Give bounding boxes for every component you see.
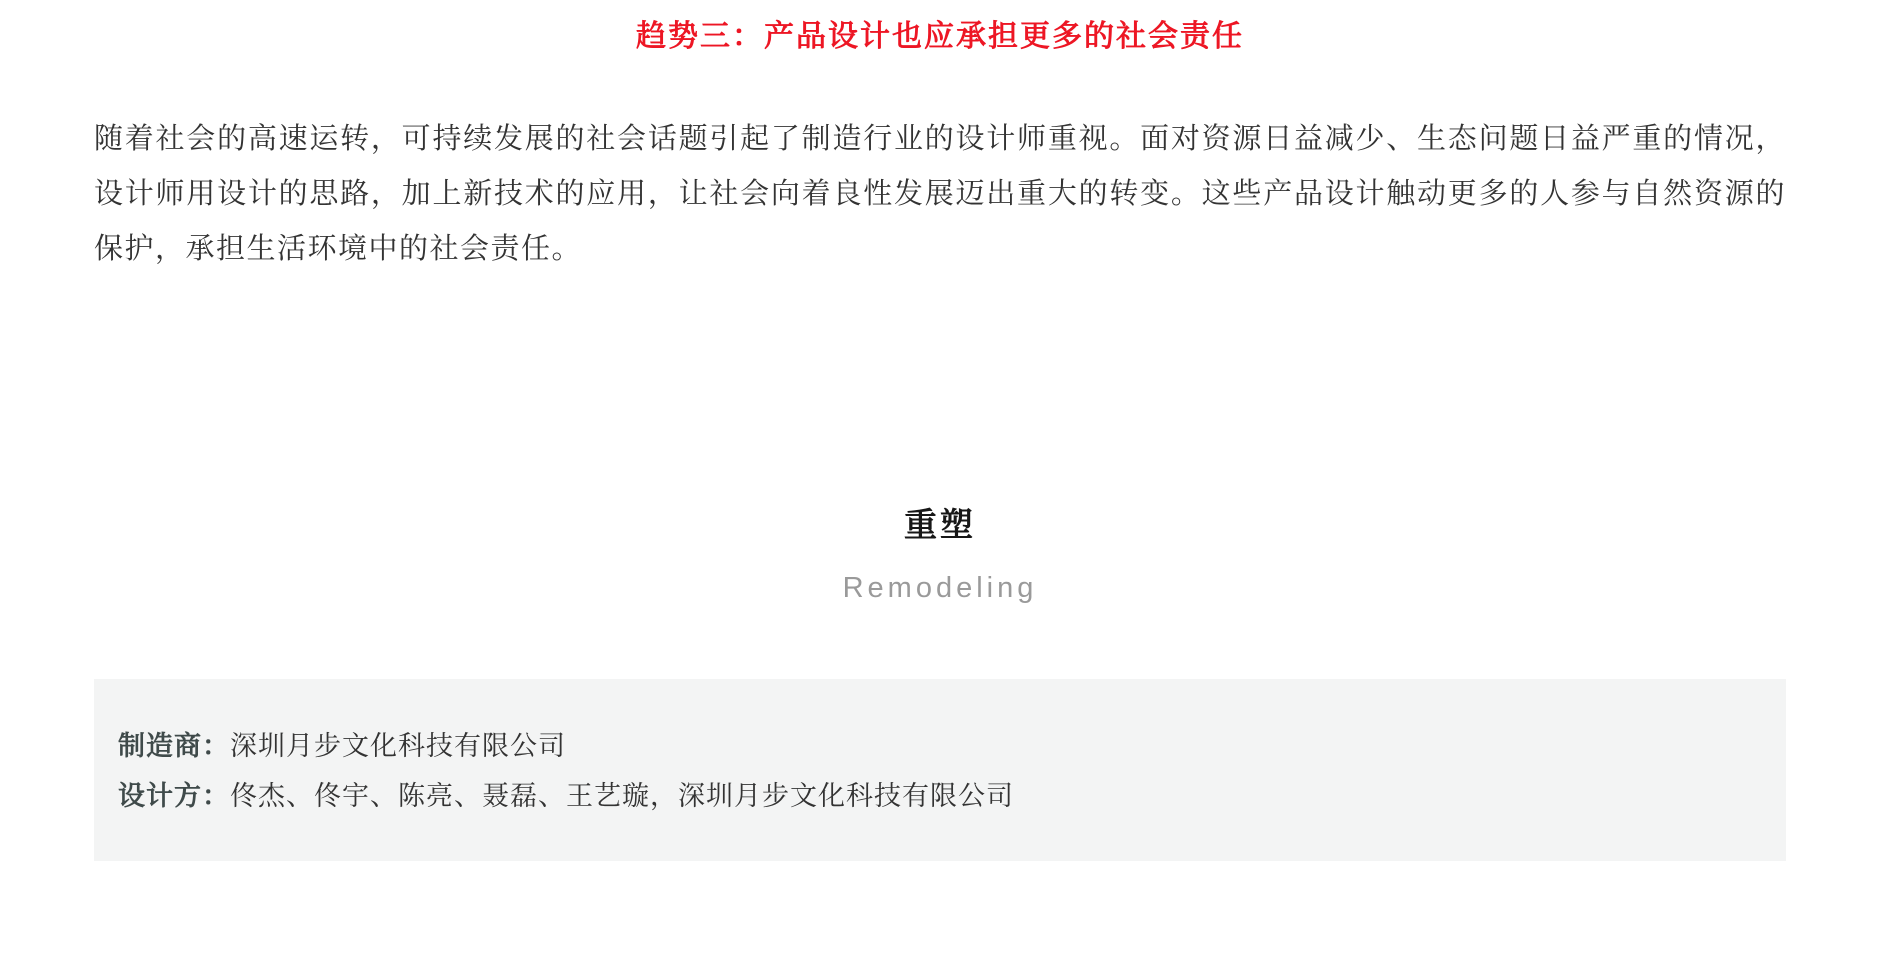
article-paragraph: 随着社会的高速运转，可持续发展的社会话题引起了制造行业的设计师重视。面对资源日益减少、生态问题日益严重的情况，设计师用设计的思路，加上新技术的应用，让社会向着良性发展迈出重大的转变。这些产品设计触动更多的人参与自然资源的保护，承担生活环境中的社会责任。 — [94, 123, 1786, 265]
manufacturer-label: 制造商： — [118, 731, 230, 761]
article-title: 趋势三：产品设计也应承担更多的社会责任 — [636, 20, 1244, 53]
designer-value: 佟杰、佟宇、陈亮、聂磊、王艺璇，深圳月步文化科技有限公司 — [230, 781, 1014, 811]
manufacturer-row — [118, 721, 1762, 771]
designer-label: 设计方： — [118, 781, 230, 811]
designer-row — [118, 771, 1762, 821]
article-content — [94, 0, 1786, 861]
manufacturer-value: 深圳月步文化科技有限公司 — [230, 731, 566, 761]
manufacturer-info-box — [94, 679, 1786, 861]
product-name-chinese: 重塑 — [904, 506, 976, 543]
product-name-english: Remodeling — [842, 572, 1038, 604]
